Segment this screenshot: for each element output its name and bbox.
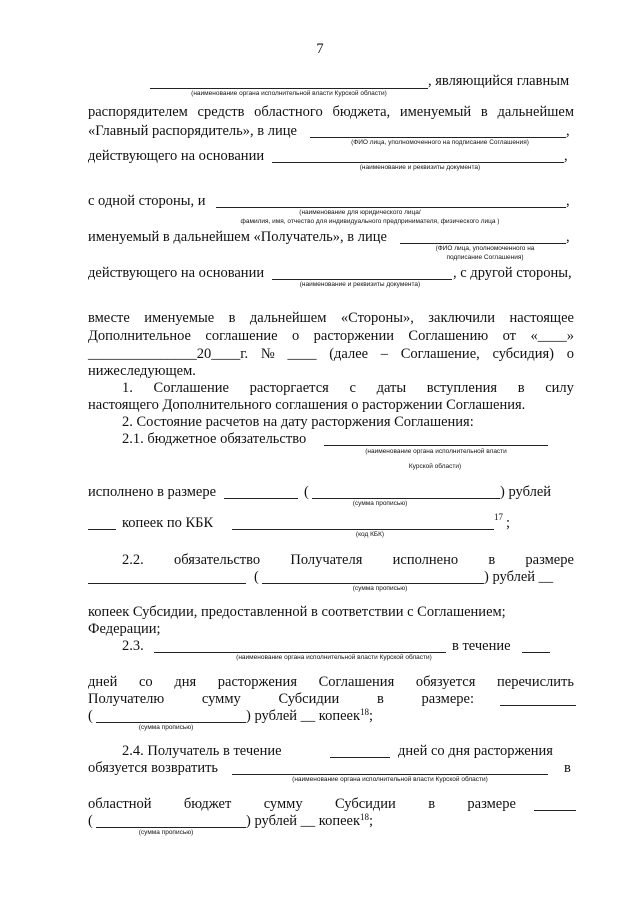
text: ( bbox=[304, 484, 309, 500]
blank-line bbox=[500, 705, 576, 706]
text bbox=[494, 513, 503, 530]
text: ( bbox=[88, 708, 93, 724]
text: Федерации; bbox=[88, 621, 161, 637]
caption: подписание Соглашения) bbox=[446, 254, 524, 261]
text: , bbox=[566, 229, 570, 245]
caption: (сумма прописью) bbox=[352, 500, 408, 507]
caption: (сумма прописью) bbox=[352, 585, 408, 592]
caption: (наименование органа исполнительной власти Курской области) bbox=[292, 776, 488, 783]
blank-line bbox=[534, 810, 576, 811]
text: ) рублей __ копеек bbox=[246, 708, 361, 724]
caption: (наименование для юридического лица/ bbox=[299, 209, 421, 216]
text: 2.1. бюджетное обязательство bbox=[122, 431, 307, 447]
blank-line bbox=[330, 757, 390, 758]
caption: (наименование органа исполнительной власти Курской области) bbox=[191, 90, 387, 97]
footnote-ref: 18 bbox=[360, 812, 370, 822]
blank-line bbox=[232, 529, 494, 530]
text: в течение bbox=[452, 638, 511, 654]
text: ) рублей __ bbox=[484, 569, 554, 585]
caption: фамилия, имя, отчество для индивидуального предпринимателя, физического лица ) bbox=[240, 218, 500, 225]
blank-line bbox=[272, 162, 564, 163]
text: , являющийся главным bbox=[428, 73, 570, 89]
text: 2. Состояние расчетов на дату расторжения Соглашения: bbox=[122, 414, 474, 430]
caption: Курской области) bbox=[408, 463, 462, 470]
paragraph-line: 1. Соглашение расторгается с даты вступления в силу bbox=[122, 380, 574, 396]
text: , bbox=[566, 123, 570, 139]
text: , bbox=[566, 193, 570, 209]
blank-line bbox=[232, 774, 548, 775]
blank-line bbox=[272, 279, 452, 280]
text: нижеследующем. bbox=[88, 363, 196, 379]
footnote-ref: 18 bbox=[360, 707, 370, 717]
text: «Главный распорядитель», в лице bbox=[88, 123, 297, 139]
text: 2.3. bbox=[122, 638, 144, 654]
blank-line bbox=[324, 445, 548, 446]
page-number: 7 bbox=[316, 41, 324, 57]
text: 2.4. Получатель в течение bbox=[122, 743, 282, 759]
text: исполнено в размере bbox=[88, 484, 217, 500]
text bbox=[246, 708, 373, 725]
blank-line bbox=[150, 88, 428, 89]
text: действующего на основании bbox=[88, 148, 265, 164]
blank-line bbox=[88, 583, 246, 584]
text: с одной стороны, и bbox=[88, 193, 206, 209]
text: ( bbox=[254, 569, 259, 585]
blank-line bbox=[154, 652, 446, 653]
footnote-ref: 17 bbox=[494, 512, 503, 522]
caption: (сумма прописью) bbox=[138, 724, 194, 731]
blank-line bbox=[262, 583, 484, 584]
caption: (наименование и реквизиты документа) bbox=[299, 281, 421, 288]
text: в bbox=[564, 760, 571, 776]
blank-line bbox=[224, 498, 298, 499]
text: , bbox=[564, 148, 568, 164]
paragraph-line: Дополнительное соглашение о расторжении Соглашению от «____» bbox=[88, 328, 574, 344]
text: ( bbox=[88, 813, 93, 829]
text: ; bbox=[369, 708, 374, 724]
paragraph-line: дней со дня расторжения Соглашения обязуется перечислить bbox=[88, 674, 574, 690]
paragraph-line: _______________20____г. № ____ (далее – Соглашение, субсидия) о bbox=[88, 346, 574, 362]
text: ) рублей __ копеек bbox=[246, 813, 361, 829]
text: дней со дня расторжения bbox=[398, 743, 553, 759]
blank-line bbox=[310, 137, 566, 138]
text: ) рублей bbox=[500, 484, 552, 500]
text: копеек по КБК bbox=[122, 515, 214, 531]
paragraph-line: вместе именуемые в дальнейшем «Стороны», заключили настоящее bbox=[88, 310, 574, 326]
caption: (код КБК) bbox=[355, 531, 385, 538]
caption: (сумма прописью) bbox=[138, 829, 194, 836]
text: обязуется возвратить bbox=[88, 760, 219, 776]
text: действующего на основании bbox=[88, 265, 265, 281]
caption: (наименование органа исполнительной власти bbox=[365, 448, 507, 455]
blank-line bbox=[88, 529, 116, 530]
text bbox=[246, 813, 373, 830]
blank-line bbox=[312, 498, 500, 499]
text: копеек Субсидии, предоставленной в соответствии с Соглашением; bbox=[88, 604, 506, 620]
text: , с другой стороны, bbox=[453, 265, 572, 281]
blank-line bbox=[400, 243, 566, 244]
text: распорядителем средств областного бюджета, именуемый в дальнейшем bbox=[88, 104, 574, 120]
caption: (ФИО лица, уполномоченного на bbox=[435, 245, 535, 252]
paragraph-line: областной бюджет сумму Субсидии в размере bbox=[88, 796, 516, 812]
text: настоящего Дополнительного соглашения о расторжении Соглашения. bbox=[88, 397, 526, 413]
blank-line bbox=[522, 652, 550, 653]
caption: (ФИО лица, уполномоченного на подписание Соглашения) bbox=[351, 139, 529, 146]
paragraph-line: Получателю сумму Субсидии в размере: bbox=[88, 691, 474, 707]
blank-line bbox=[216, 207, 566, 208]
text: ; bbox=[369, 813, 374, 829]
caption: (наименование органа исполнительной власти Курской области) bbox=[236, 654, 432, 661]
text: ; bbox=[506, 515, 511, 531]
text: именуемый в дальнейшем «Получатель», в лице bbox=[88, 229, 387, 245]
caption: (наименование и реквизиты документа) bbox=[359, 164, 481, 171]
blank-line bbox=[96, 827, 246, 828]
paragraph-line: 2.2. обязательство Получателя исполнено в размере bbox=[122, 552, 574, 568]
blank-line bbox=[96, 722, 246, 723]
